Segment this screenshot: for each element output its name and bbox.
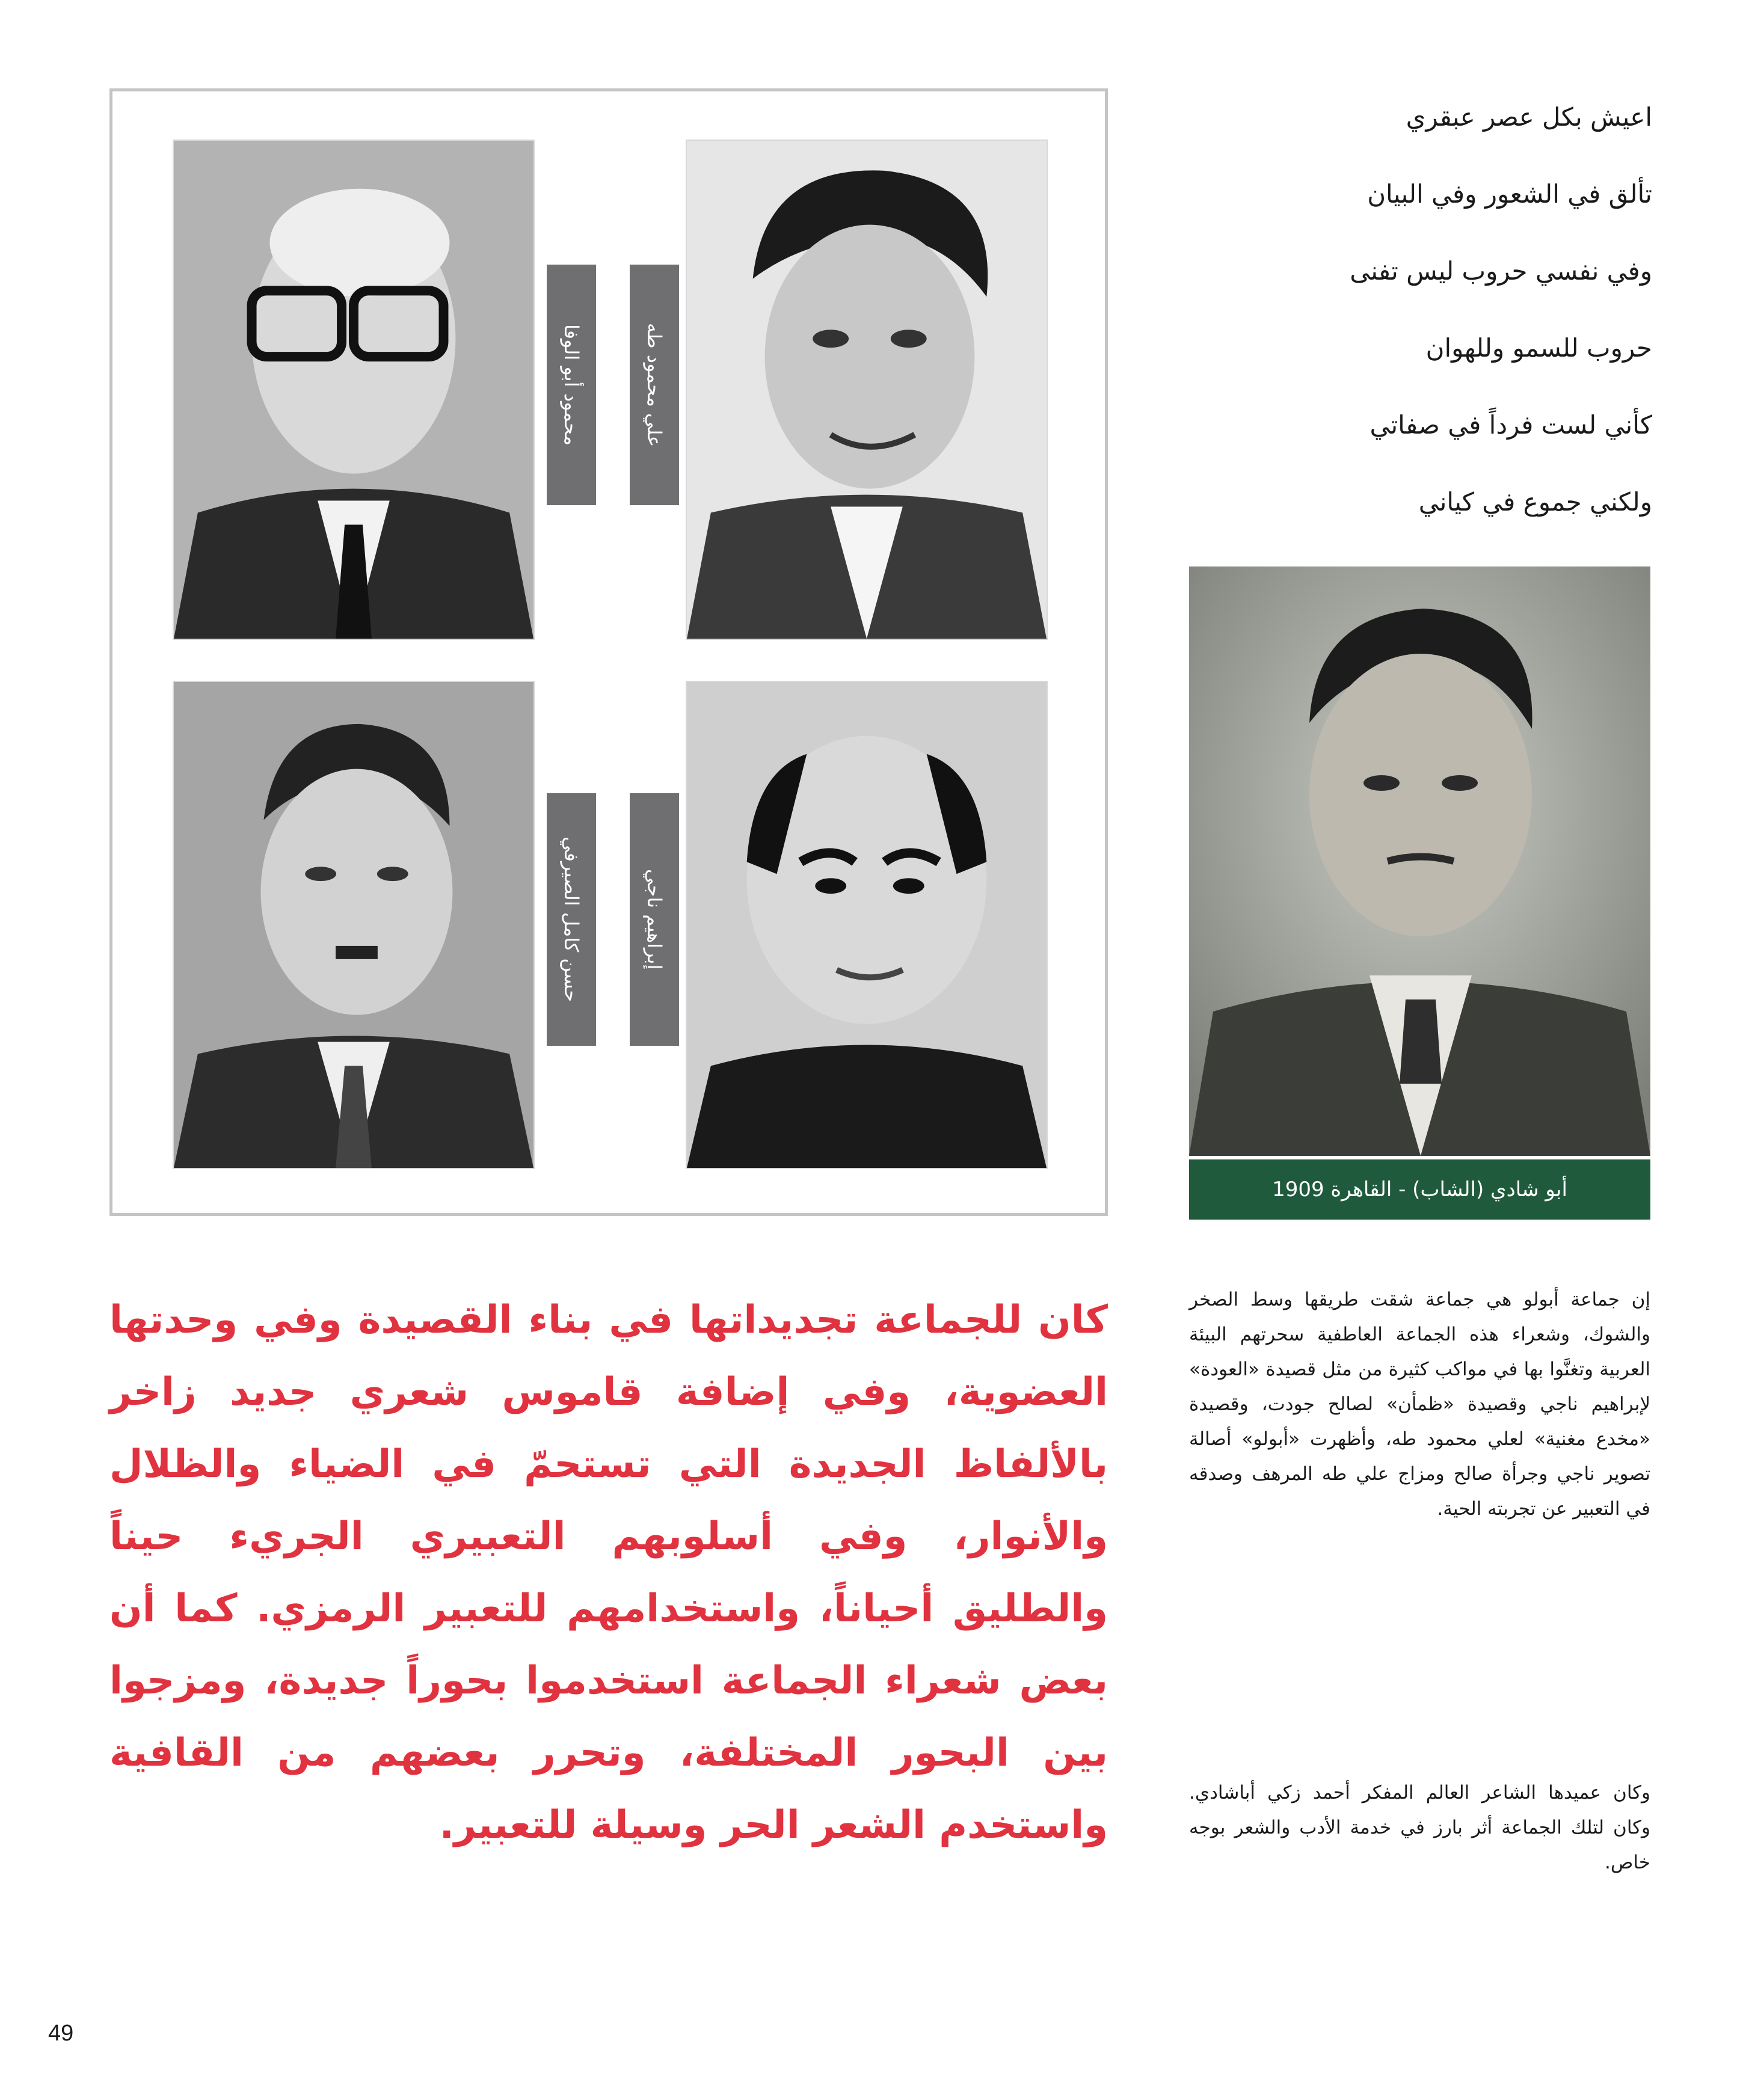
portrait-caption: أبو شادي (الشاب) - القاهرة 1909 [1189,1159,1650,1220]
poem-line: ولكني جموع في كياني [1418,487,1652,517]
body-paragraph-1: إن جماعة أبولو هي جماعة شقت طريقها وسط الصخر والشوك، وشعراء هذه الجماعة العاطفية سحرتهم البيئة العربية وتغنَّوا بها في مواكب كثيرة من مثل قصيدة «العودة» لإبراهيم ناجي وقصيدة «ظمأن» لصالح جودت، وقصيدة «مخدع مغنية» لعلي محمود طه، وأظهرت «أبولو» أصالة تصوير ناجي وجرأة صالح ومزاج علي طه المرهف وصدقه في التعبير عن تجربته الحية. [1189,1289,1650,1520]
poem-line: تألق في الشعور وفي البيان [1367,179,1652,209]
name-tag-ali-mahmoud-taha: علي محمود طه [630,265,679,505]
portrait-photo-hassan-kamel-alsayrafi [173,681,535,1169]
portrait-photo-ali-mahmoud-taha [686,140,1048,640]
poem-line: حروب للسمو وللهوان [1425,333,1652,363]
page-number: 49 [48,2021,74,2046]
poem-line: اعيش بكل عصر عبقري [1406,102,1652,132]
body-paragraph-2: وكان عميدها الشاعر العالم المفكر أحمد زكي أباشادي. وكان لتلك الجماعة أثر بارز في خدمة الأدب والشعر بوجه خاص. [1189,1782,1650,1873]
poem-line: وفي نفسي حروب ليس تفنى [1350,256,1652,286]
portrait-photo-abu-shadi [1189,566,1650,1156]
poem [1135,96,1652,558]
pull-quote: كان للجماعة تجديداتها في بناء القصيدة وفي وحدتها العضوية، وفي إضافة قاموس شعري جديد زاخر بالألفاظ الجديدة التي تستحمّ في الضياء والظلال والأنوار، وفي أسلوبهم التعبيري الجريء حيناً والطليق أحياناً، واستخدامهم للتعبير الرمزي. كما أن بعض شعراء الجماعة استخدموا بحوراً جديدة، ومزجوا بين البحور المختلفة، وتحرر بعضهم من القافية واستخدم الشعر الحر وسيلة للتعبير. [109,1298,1108,1847]
name-tag-mahmoud-abu-alwafa: محمود أبو الوفا [547,265,596,505]
photo-collage-frame [109,88,1108,1216]
portrait-photo-abu-alwafa [173,140,535,640]
name-tag-hassan-kamel-alsayrafi: حسن كامل الصيرفي [547,793,596,1046]
name-tag-ibrahim-naji: إبراهيم ناجي [630,793,679,1046]
portrait-photo-ibrahim-naji [686,681,1048,1169]
poem-line: كأني لست فرداً في صفاتي [1370,410,1652,440]
